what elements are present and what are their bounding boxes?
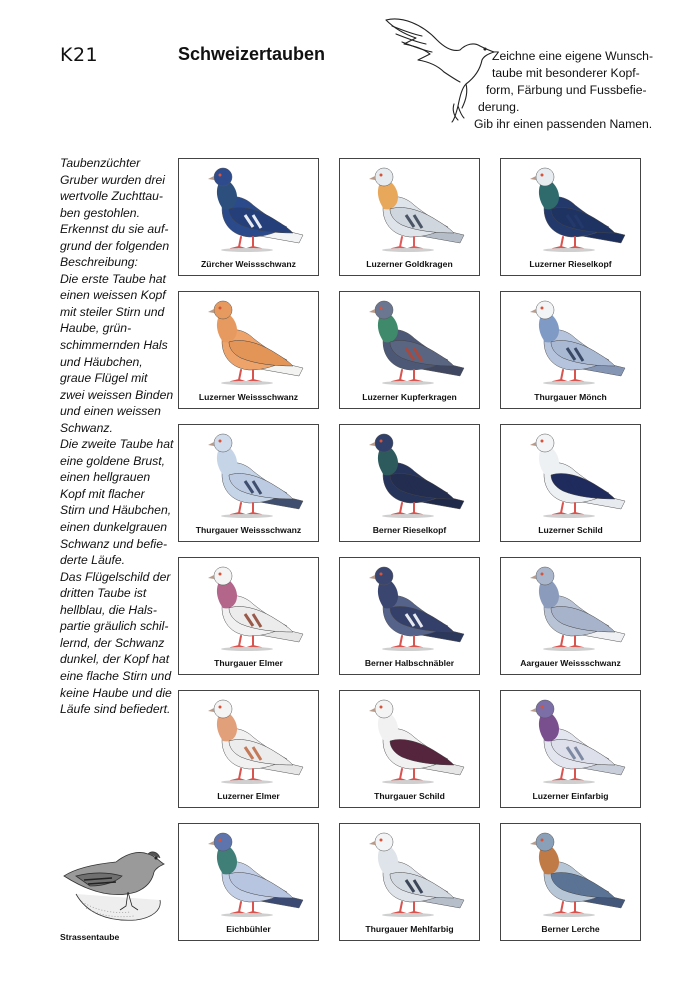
pigeon-card (339, 158, 480, 276)
pigeon-illustration (340, 292, 481, 392)
pigeon-card (178, 557, 319, 675)
story-line: einen dunkelgrauen (60, 520, 168, 535)
story-line: dritten Taube ist (60, 586, 147, 601)
story-line: dunkel, der Kopf hat (60, 652, 170, 667)
story-line: Erkennst du sie auf- (60, 222, 169, 237)
story-line: Taubenzüchter (60, 156, 141, 170)
story-line: und einen weissen (60, 404, 161, 419)
story-line: Die zweite Taube hat (60, 437, 174, 452)
story-line: Läufe sind befiedert. (60, 702, 171, 717)
pigeon-breed-label: Thurgauer Weissschwanz (195, 525, 302, 535)
pigeon-breed-label: Berner Lerche (541, 924, 600, 934)
pigeon-illustration (179, 558, 320, 658)
pigeon-card (339, 823, 480, 941)
story-text (60, 155, 172, 718)
story-line: keine Haube und die (60, 685, 172, 700)
task-line: derung. (478, 100, 520, 114)
story-line: und Häubchen, (60, 354, 143, 369)
page-code: K21 (60, 44, 99, 66)
story-line: mit steiler Stirn und (60, 304, 165, 319)
story-line: Beschreibung: (60, 255, 138, 270)
pigeon-breed-label: Berner Halbschnäbler (364, 658, 455, 668)
story-line: einen weissen Kopf (60, 288, 166, 303)
pigeon-illustration (501, 824, 642, 924)
pigeon-card (500, 823, 641, 941)
pigeon-illustration (179, 691, 320, 791)
pigeon-illustration (501, 292, 642, 392)
pigeon-illustration (501, 691, 642, 791)
pigeon-card (178, 291, 319, 409)
pigeon-breed-label: Thurgauer Mönch (534, 392, 607, 402)
street-pigeon-label: Strassentaube (60, 932, 120, 942)
pigeon-illustration (501, 159, 642, 259)
pigeon-card (178, 424, 319, 542)
pigeon-breed-label: Aargauer Weissschwanz (520, 658, 621, 668)
pigeon-breed-label: Luzerner Rieselkopf (529, 259, 612, 269)
pigeon-card (339, 690, 480, 808)
pigeon-illustration (179, 425, 320, 525)
pigeon-breed-label: Luzerner Einfarbig (532, 791, 609, 801)
story-line: Die erste Taube hat (60, 271, 166, 286)
pigeon-illustration (340, 824, 481, 924)
story-line: Das Flügelschild der (60, 569, 171, 584)
pigeon-breed-label: Thurgauer Schild (374, 791, 445, 801)
pigeon-breed-label: Berner Rieselkopf (372, 525, 447, 535)
story-line: lernd, der Schwanz (60, 635, 165, 650)
story-line: partie gräulich schil- (60, 619, 169, 634)
pigeon-card (500, 291, 641, 409)
story-line: ben gestohlen. (60, 205, 140, 220)
story-line: Kopf mit flacher (60, 486, 145, 501)
pigeon-breed-label: Luzerner Elmer (217, 791, 280, 801)
pigeon-illustration (501, 558, 642, 658)
pigeon-card (178, 823, 319, 941)
pigeon-illustration (340, 691, 481, 791)
story-line: eine flache Stirn und (60, 668, 172, 683)
pigeon-card (500, 158, 641, 276)
street-pigeon-drawing-icon (56, 832, 174, 932)
story-line: Schwanz und befie- (60, 536, 168, 551)
story-line: graue Flügel mit (60, 371, 148, 386)
pigeon-card (500, 557, 641, 675)
pigeon-card (339, 424, 480, 542)
pigeon-illustration (501, 425, 642, 525)
pigeon-illustration (179, 824, 320, 924)
pigeon-breed-label: Eichbühler (226, 924, 271, 934)
pigeon-breed-label: Thurgauer Mehlfarbig (365, 924, 454, 934)
pigeon-card (500, 424, 641, 542)
drawing-task-text (474, 48, 674, 133)
pigeon-breed-label: Zürcher Weissschwanz (201, 259, 296, 269)
pigeon-card (339, 291, 480, 409)
pigeon-illustration (179, 159, 320, 259)
story-line: einen hellgrauen (60, 470, 151, 485)
task-line: taube mit besonderer Kopf- (492, 66, 640, 80)
pigeon-illustration (179, 292, 320, 392)
pigeon-card (500, 690, 641, 808)
story-line: Gruber wurden drei (60, 172, 165, 187)
story-line: wertvolle Zuchttau- (60, 189, 163, 204)
pigeon-illustration (340, 425, 481, 525)
story-line: schimmernden Hals (60, 338, 168, 353)
story-line: hellblau, die Hals- (60, 602, 157, 617)
pigeon-breed-label: Luzerner Weissschwanz (198, 392, 299, 402)
pigeon-illustration (340, 558, 481, 658)
pigeon-breed-label: Luzerner Kupferkragen (362, 392, 457, 402)
pigeon-breed-label: Thurgauer Elmer (214, 658, 283, 668)
pigeon-illustration (340, 159, 481, 259)
task-line: Zeichne eine eigene Wunsch- (492, 49, 654, 63)
story-line: Stirn und Häubchen, (60, 503, 172, 518)
pigeon-card (339, 557, 480, 675)
story-line: grund der folgenden (60, 238, 170, 253)
task-line: Gib ihr einen passenden Namen. (474, 117, 653, 131)
pigeon-card (178, 158, 319, 276)
pigeon-card (178, 690, 319, 808)
story-line: Haube, grün- (60, 321, 132, 336)
story-line: zwei weissen Binden (60, 387, 174, 402)
page-title: Schweizertauben (178, 44, 326, 64)
pigeon-breed-label: Luzerner Schild (538, 525, 603, 535)
pigeon-breed-label: Luzerner Goldkragen (366, 259, 453, 269)
story-line: eine goldene Brust, (60, 453, 166, 468)
task-line: form, Färbung und Fussbefie- (486, 83, 647, 97)
story-line: Schwanz. (60, 420, 113, 435)
story-line: derte Läufe. (60, 553, 126, 568)
